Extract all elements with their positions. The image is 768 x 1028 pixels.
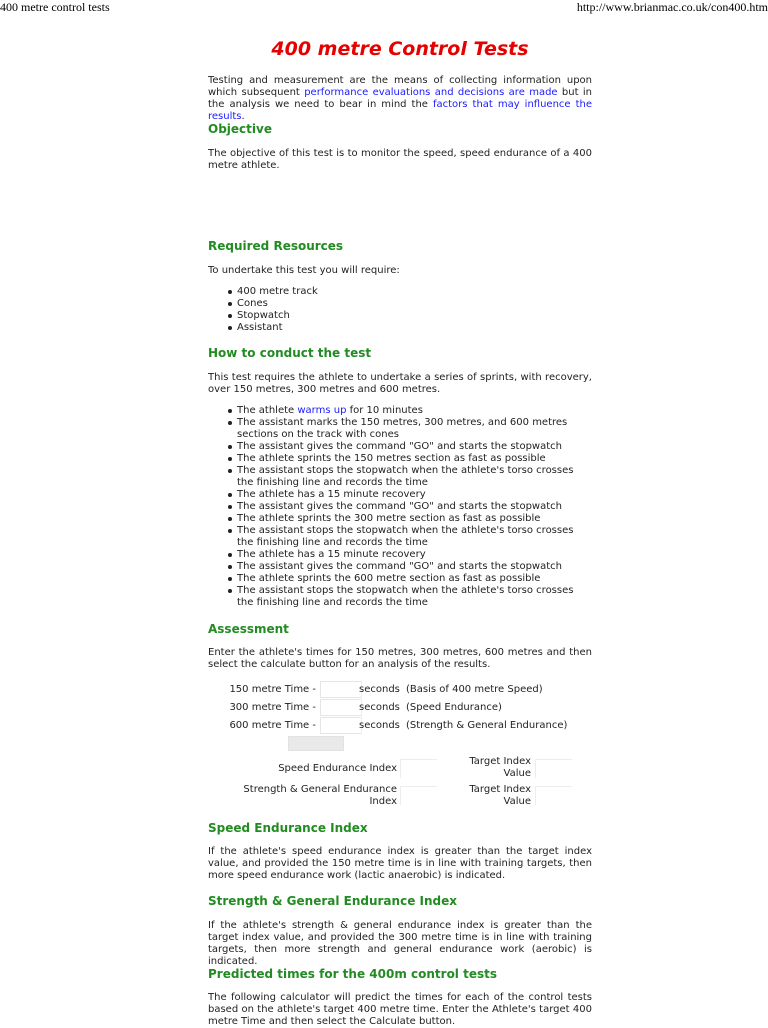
sgei-heading: Strength & General Endurance Index [208,894,457,908]
list-item: The athlete sprints the 300 metre section as fast as possible [237,513,592,525]
page-title: 400 metre Control Tests [271,38,529,56]
sgei-text: If the athlete's strength & general endurance index is greater than the target index value, and provided the 300 metre time is in line with training targets, then more strength and general endurance work (aerobic) is indicated. [208,920,592,967]
strength-general-endurance-index-label: Strength & General Endurance Index [243,784,397,807]
time-150-input[interactable] [320,681,362,698]
list-item: The athlete has a 15 minute recovery [237,489,592,501]
assessment-heading: Assessment [208,622,289,636]
target-index-value-1-label: Target Index Value [469,756,531,779]
time-600-unit: seconds [359,720,400,731]
page-header-url: http://www.brianmac.co.uk/con400.htm [576,0,768,14]
sei-text: If the athlete's speed endurance index is greater than the target index value, and provided the 150 metre time is in line with training targets, then more speed endurance work (lactic anaerobic) is indicated. [208,846,592,881]
time-300-row [208,699,608,716]
time-300-label: 300 metre Time - [229,702,316,713]
list-item: The athlete warms up for 10 minutes [237,405,592,417]
list-item: The assistant stops the stopwatch when the athlete's torso crosses the finishing line and records the time [237,585,592,609]
list-item: The assistant gives the command "GO" and starts the stopwatch [237,441,592,453]
list-item: The assistant stops the stopwatch when the athlete's torso crosses the finishing line and records the time [237,465,592,489]
speed-endurance-index-label: Speed Endurance Index [278,763,397,774]
list-item: The athlete sprints the 150 metres section as fast as possible [237,453,592,465]
sei-heading: Speed Endurance Index [208,821,368,835]
objective-heading: Objective [208,122,272,136]
resources-heading: Required Resources [208,239,344,253]
list-item: The assistant marks the 150 metres, 300 metres, and 600 metres sections on the track with cones [237,417,592,441]
intro-paragraph: Testing and measurement are the means of collecting information upon which subsequent performance evaluations and decisions are made but in the analysis we need to bear in mind the factors that may influence the results. [208,75,592,122]
list-item: Assistant [237,322,621,334]
time-600-row [208,717,608,734]
time-150-note: (Basis of 400 metre Speed) [406,684,543,695]
predicted-heading: Predicted times for the 400m control tests [208,967,497,981]
calculate-button[interactable] [288,736,344,751]
list-item: 400 metre track [237,286,621,298]
speed-endurance-index-output[interactable] [400,759,437,778]
list-item: Cones [237,298,621,310]
resources-intro: To undertake this test you will require: [208,265,400,276]
time-300-unit: seconds [359,702,400,713]
target-index-value-2-label: Target Index Value [469,784,531,807]
time-150-label: 150 metre Time - [229,684,316,695]
time-600-note: (Strength & General Endurance) [406,720,568,731]
time-150-unit: seconds [359,684,400,695]
list-item: The athlete sprints the 600 metre section as fast as possible [237,573,592,585]
time-300-note: (Speed Endurance) [406,702,502,713]
list-item: The assistant gives the command "GO" and starts the stopwatch [237,561,592,573]
conduct-intro: This test requires the athlete to undertake a series of sprints, with recovery, over 150 metres, 300 metres and 600 metres. [208,372,592,395]
list-item: The assistant gives the command "GO" and starts the stopwatch [237,501,592,513]
factors-link[interactable]: factors that may influence the results [208,99,592,122]
objective-text: The objective of this test is to monitor the speed, speed endurance of a 400 metre athlete. [208,148,592,171]
time-300-input[interactable] [320,699,362,716]
time-150-row [208,681,608,698]
performance-evaluations-link[interactable]: performance evaluations and decisions are made [304,87,558,98]
conduct-heading: How to conduct the test [208,346,372,360]
list-item: Stopwatch [237,310,621,322]
target-index-value-1-output[interactable] [535,759,572,778]
conduct-steps-list [208,405,592,609]
resources-list [208,286,621,334]
assessment-intro: Enter the athlete's times for 150 metres, 300 metres, 600 metres and then select the calculate button for an analysis of the results. [208,647,592,670]
page-header-title: 400 metre control tests [0,0,110,14]
list-item: The assistant stops the stopwatch when the athlete's torso crosses the finishing line and records the time [237,525,592,549]
time-600-label: 600 metre Time - [229,720,316,731]
time-600-input[interactable] [320,717,362,734]
list-item: The athlete has a 15 minute recovery [237,549,592,561]
predicted-text: The following calculator will predict the times for each of the control tests based on the athlete's target 400 metre time. Enter the Athlete's target 400 metre Time and then select the Calculate button. [208,992,592,1027]
strength-general-endurance-index-output[interactable] [400,786,437,805]
target-index-value-2-output[interactable] [535,786,572,805]
warms-up-link[interactable]: warms up [297,405,347,416]
